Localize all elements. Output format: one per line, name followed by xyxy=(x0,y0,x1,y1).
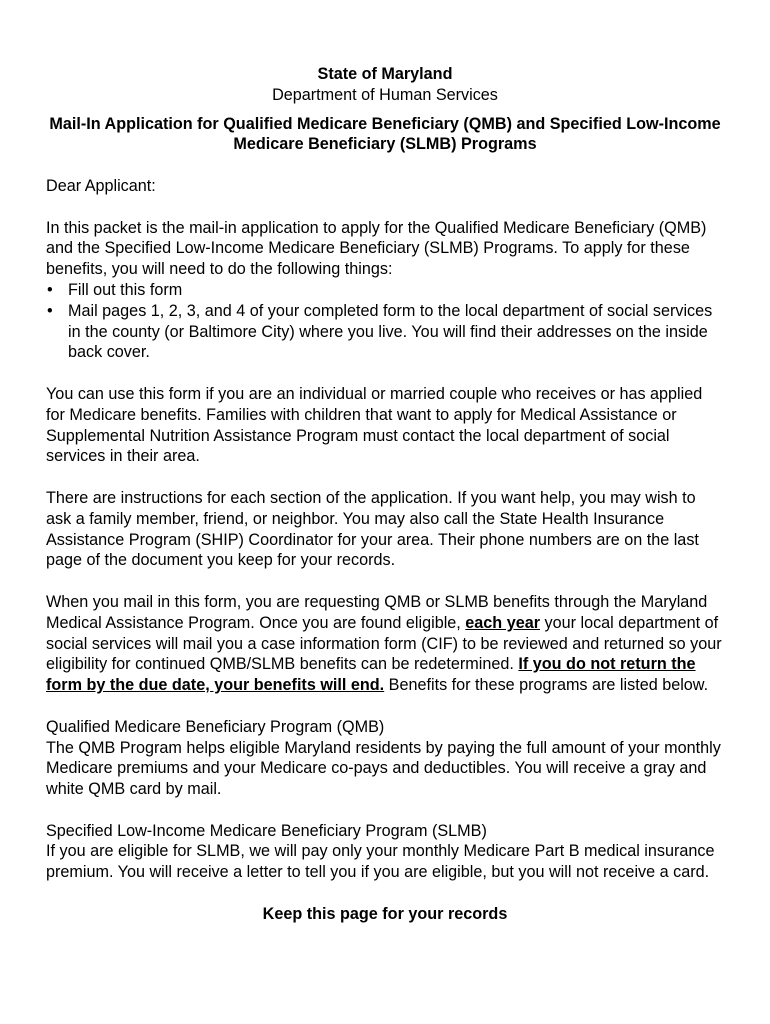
greeting: Dear Applicant: xyxy=(46,176,156,195)
bullet-icon: • xyxy=(47,301,53,320)
eligibility-paragraph: You can use this form if you are an individual or married couple who receives or has applied for Medicare benefits. Families with children that want to apply for Medical Assistance or Supplemental Nutrition Assistance Program must contact the local department of social services in their area. xyxy=(46,384,703,466)
keep-page-notice: Keep this page for your records xyxy=(262,904,508,923)
mailing-text-3: Benefits for these programs are listed below. xyxy=(384,676,709,695)
instruction-list xyxy=(46,280,724,363)
mailing-paragraph xyxy=(46,592,724,696)
qmb-heading: Qualified Medicare Beneficiary Program (QMB) xyxy=(46,717,385,736)
slmb-heading: Specified Low-Income Medicare Beneficiary Program (SLMB) xyxy=(46,821,487,840)
list-item xyxy=(46,301,724,363)
bullet-icon: • xyxy=(47,280,53,299)
mailing-text-2: your local department of social services will mail you a case information form (CIF) to be reviewed and returned so your eligibility for continued QMB/SLMB benefits can be redetermined. xyxy=(46,613,722,674)
list-item xyxy=(46,280,724,301)
each-year-emphasis: each year xyxy=(465,613,540,632)
slmb-description: If you are eligible for SLMB, we will pay only your monthly Medicare Part B medical insurance premium. You will receive a letter to tell you if you are eligible, but you will not receive a card. xyxy=(46,842,715,882)
department-heading: Department of Human Services xyxy=(272,85,498,104)
document-title: Mail-In Application for Qualified Medicare Beneficiary (QMB) and Specified Low-Income Medicare Beneficiary (SLMB) Programs xyxy=(49,114,721,154)
state-heading: State of Maryland xyxy=(317,65,453,83)
qmb-description: The QMB Program helps eligible Maryland residents by paying the full amount of your monthly Medicare premiums and your Medicare co-pays and deductibles. You will receive a gray and white QMB card by mail. xyxy=(46,738,721,799)
due-date-warning: If you do not return the form by the due date, your benefits will end. xyxy=(46,655,696,695)
list-item-text: Mail pages 1, 2, 3, and 4 of your completed form to the local department of social services in the county (or Baltimore City) where you live. You will find their addresses on the inside back cover. xyxy=(68,301,713,362)
help-paragraph: There are instructions for each section of the application. If you want help, you may wish to ask a family member, friend, or neighbor. You may also call the State Health Insurance Assistance Program (SHIP) Coordinator for your area. Their phone numbers are on the last page of the document you keep for your records. xyxy=(46,488,699,570)
intro-paragraph: In this packet is the mail-in application to apply for the Qualified Medicare Beneficiary (QMB) and the Specified Low-Income Medicare Beneficiary (SLMB) Programs. To apply for these benefits, you will need to do the following things: xyxy=(46,218,707,279)
mailing-text-1: When you mail in this form, you are requesting QMB or SLMB benefits through the Maryland Medical Assistance Program. Once you are found eligible, xyxy=(46,592,708,632)
list-item-text: Fill out this form xyxy=(68,280,183,299)
